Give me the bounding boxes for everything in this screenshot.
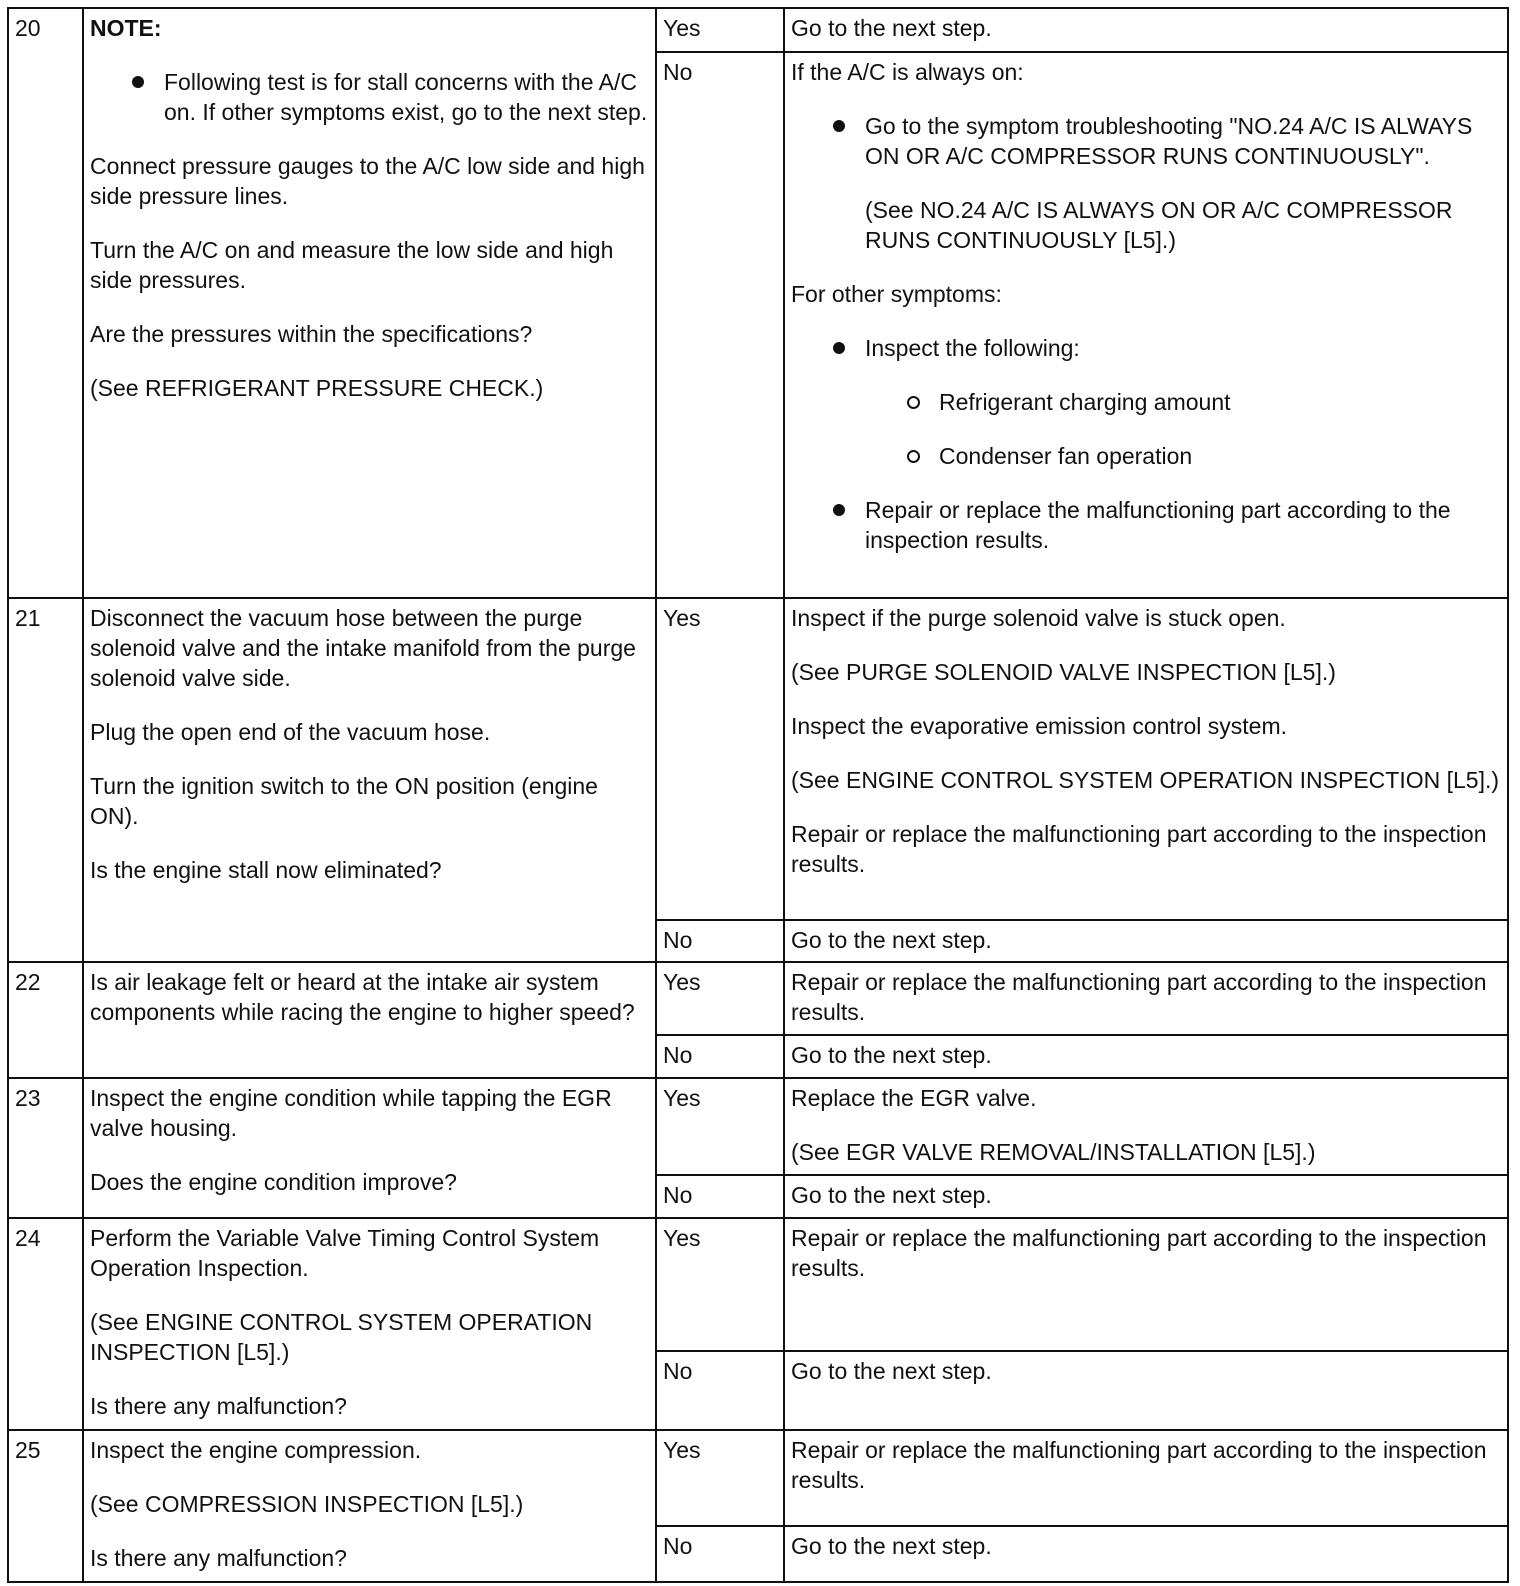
- note-bullet: Following test is for stall concerns with the A/C on. If other symptoms exist, go to the next step.: [90, 67, 649, 127]
- outcome-text: If the A/C is always on:: [791, 58, 1024, 85]
- outcome-bullet: Inspect the following: Refrigerant charging amount Condenser fan operation: [791, 333, 1501, 471]
- ring-bullet-icon: [907, 450, 920, 463]
- action-question: Is there any malfunction?: [90, 1545, 347, 1572]
- outcome-yes: Repair or replace the malfunctioning part according to the inspection results.: [784, 1430, 1508, 1526]
- outcome-yes: [784, 1078, 1508, 1175]
- outcome-no: [784, 52, 1508, 599]
- action-text: Connect pressure gauges to the A/C low side and high side pressure lines.: [90, 153, 645, 209]
- action-text: Inspect the engine condition while tapping the EGR valve housing.: [90, 1084, 612, 1141]
- action-reference: (See REFRIGERANT PRESSURE CHECK.): [90, 375, 544, 401]
- outcome-list: [791, 111, 1501, 255]
- action-text: Turn the A/C on and measure the low side and high side pressures.: [90, 237, 614, 293]
- outcome-text: Inspect the evaporative emission control system.: [791, 713, 1288, 740]
- outcome-reference: (See NO.24 A/C IS ALWAYS ON OR A/C COMPRESSOR RUNS CONTINUOUSLY [L5].): [865, 196, 1453, 253]
- note-title: NOTE:: [90, 15, 162, 41]
- bullet-icon: [132, 76, 144, 88]
- action-question: Is air leakage felt or heard at the intake air system components while racing the engine to higher speed?: [90, 969, 635, 1026]
- outcome-yes: Repair or replace the malfunctioning part according to the inspection results.: [784, 962, 1508, 1035]
- step-action: [83, 598, 656, 962]
- action-question: Does the engine condition improve?: [90, 1168, 457, 1195]
- outcome-reference: (See EGR VALVE REMOVAL/INSTALLATION [L5].): [791, 1138, 1316, 1165]
- outcome-yes: [784, 598, 1508, 920]
- ring-bullet-icon: [907, 396, 920, 409]
- outcome-reference: (See PURGE SOLENOID VALVE INSPECTION [L5].): [791, 659, 1336, 686]
- action-text: Inspect the engine compression.: [90, 1437, 422, 1464]
- action-text: Turn the ignition switch to the ON position (engine ON).: [90, 773, 598, 830]
- outcome-reference: (See ENGINE CONTROL SYSTEM OPERATION INSPECTION [L5].): [791, 767, 1500, 794]
- step-24-yes-row: [8, 1218, 1508, 1352]
- action-question: Is there any malfunction?: [90, 1392, 347, 1419]
- outcome-no: Go to the next step.: [784, 920, 1508, 963]
- result-no: No: [656, 1526, 784, 1582]
- note-list: [90, 67, 649, 127]
- result-no: No: [656, 1175, 784, 1218]
- step-number: 23: [8, 1078, 83, 1218]
- result-no: No: [656, 52, 784, 599]
- outcome-text: For other symptoms:: [791, 280, 1002, 307]
- result-no: No: [656, 920, 784, 963]
- sub-bullet: Refrigerant charging amount: [865, 387, 1501, 417]
- bullet-icon: [833, 504, 845, 516]
- outcome-yes: Repair or replace the malfunctioning part according to the inspection results.: [784, 1218, 1508, 1352]
- action-text: Plug the open end of the vacuum hose.: [90, 719, 491, 746]
- result-yes: Yes: [656, 1218, 784, 1352]
- result-no: No: [656, 1035, 784, 1078]
- outcome-yes: Go to the next step.: [784, 8, 1508, 52]
- result-no: No: [656, 1351, 784, 1430]
- action-question: Is the engine stall now eliminated?: [90, 857, 442, 884]
- result-yes: Yes: [656, 598, 784, 920]
- outcome-no: Go to the next step.: [784, 1175, 1508, 1218]
- outcome-bullet: Go to the symptom troubleshooting "NO.24 A/C IS ALWAYS ON OR A/C COMPRESSOR RUNS CONTINUOUSLY". (See NO.24 A/C IS ALWAYS ON OR A/C COMPRESSOR RUNS CONTINUOUSLY [L5].): [791, 111, 1501, 255]
- troubleshooting-table: [7, 7, 1509, 1583]
- step-action: [83, 962, 656, 1077]
- outcome-text: Repair or replace the malfunctioning part according to the inspection results.: [791, 821, 1487, 878]
- action-reference: (See ENGINE CONTROL SYSTEM OPERATION INSPECTION [L5].): [90, 1308, 593, 1365]
- step-number: 25: [8, 1430, 83, 1582]
- outcome-no: Go to the next step.: [784, 1526, 1508, 1582]
- step-action: [83, 1218, 656, 1431]
- step-25-yes-row: [8, 1430, 1508, 1526]
- step-action: [83, 1078, 656, 1218]
- step-20-yes-row: [8, 8, 1508, 52]
- bullet-icon: [833, 342, 845, 354]
- result-yes: Yes: [656, 1078, 784, 1175]
- outcome-list: [791, 333, 1501, 555]
- step-23-yes-row: [8, 1078, 1508, 1175]
- step-number: 21: [8, 598, 83, 962]
- step-action: [83, 1430, 656, 1582]
- sub-list: [865, 387, 1501, 471]
- action-question: Are the pressures within the specifications?: [90, 321, 533, 347]
- step-number: 22: [8, 962, 83, 1077]
- step-21-yes-row: [8, 598, 1508, 920]
- action-text: Perform the Variable Valve Timing Control System Operation Inspection.: [90, 1224, 600, 1281]
- step-action: [83, 8, 656, 598]
- result-yes: Yes: [656, 1430, 784, 1526]
- step-22-yes-row: [8, 962, 1508, 1035]
- step-number: 20: [8, 8, 83, 598]
- result-yes: Yes: [656, 962, 784, 1035]
- bullet-icon: [833, 120, 845, 132]
- outcome-no: Go to the next step.: [784, 1035, 1508, 1078]
- action-reference: (See COMPRESSION INSPECTION [L5].): [90, 1491, 524, 1518]
- outcome-no: Go to the next step.: [784, 1351, 1508, 1430]
- outcome-text: Inspect if the purge solenoid valve is stuck open.: [791, 605, 1286, 632]
- outcome-bullet: Repair or replace the malfunctioning part according to the inspection results.: [791, 495, 1501, 555]
- result-yes: Yes: [656, 8, 784, 52]
- action-text: Disconnect the vacuum hose between the purge solenoid valve and the intake manifold from the purge solenoid valve side.: [90, 605, 636, 692]
- sub-bullet: Condenser fan operation: [865, 441, 1501, 471]
- outcome-text: Replace the EGR valve.: [791, 1084, 1037, 1111]
- step-number: 24: [8, 1218, 83, 1431]
